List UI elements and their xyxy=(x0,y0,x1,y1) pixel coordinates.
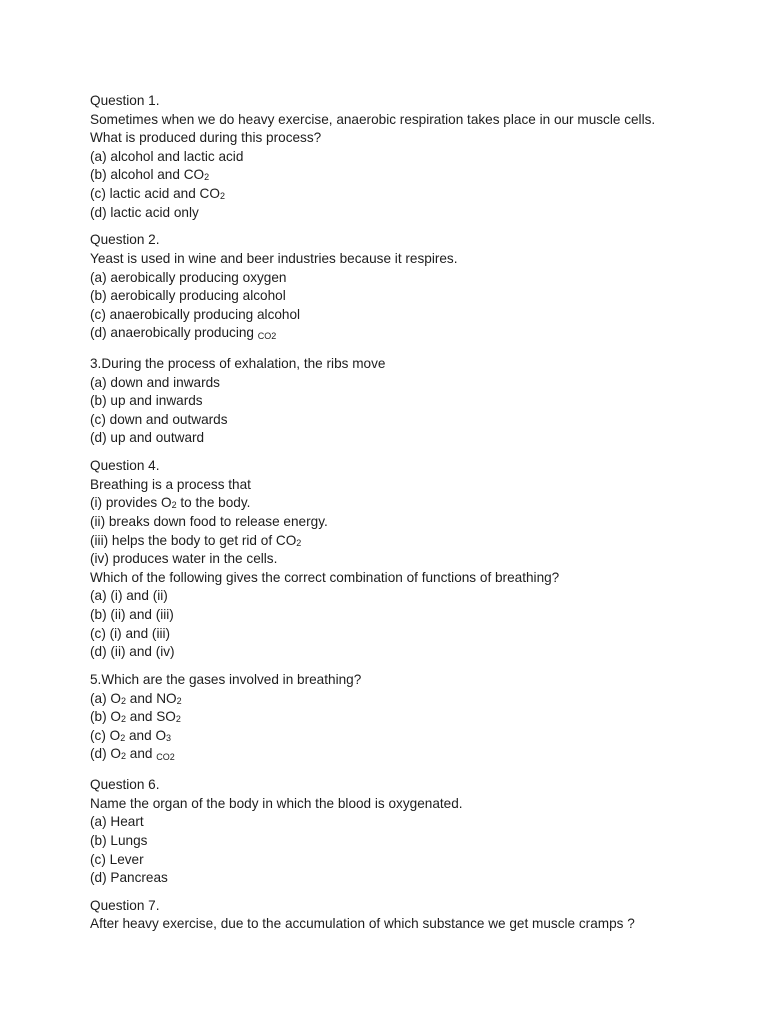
text-segment: (a) aerobically producing oxygen xyxy=(90,269,287,285)
subscript: 2 xyxy=(204,172,210,183)
text-line xyxy=(90,897,740,916)
text-segment: (d) O xyxy=(90,746,121,762)
question-block xyxy=(90,776,740,888)
text-segment: (i) provides O xyxy=(90,495,172,511)
text-line xyxy=(90,324,740,346)
subscript: 2 xyxy=(219,190,225,201)
text-line xyxy=(90,92,740,111)
text-segment: (a) O xyxy=(90,690,121,706)
text-segment: Yeast is used in wine and beer industries because it respires. xyxy=(90,250,458,266)
text-segment: (iii) helps the body to get rid of CO xyxy=(90,532,297,548)
text-line xyxy=(90,569,740,588)
text-line xyxy=(90,494,740,513)
text-segment: Question 6. xyxy=(90,777,160,793)
text-segment: and SO xyxy=(125,709,176,725)
text-line xyxy=(90,606,740,625)
text-line xyxy=(90,550,740,569)
text-line xyxy=(90,231,740,250)
subscript: 2 xyxy=(176,695,182,706)
text-line xyxy=(90,532,740,551)
text-line xyxy=(90,869,740,888)
question-block xyxy=(90,671,740,767)
subscript: 2 xyxy=(120,695,126,706)
text-segment: Name the organ of the body in which the blood is oxygenated. xyxy=(90,795,463,811)
text-line xyxy=(90,306,740,325)
small-text: CO2 xyxy=(257,331,277,342)
text-segment: and O xyxy=(125,727,167,743)
text-segment: Question 7. xyxy=(90,897,160,913)
text-segment: (c) O xyxy=(90,727,121,743)
text-line xyxy=(90,587,740,606)
subscript: 2 xyxy=(175,714,181,725)
text-segment: (d) Pancreas xyxy=(90,870,168,886)
document-page xyxy=(90,92,740,943)
text-line xyxy=(90,513,740,532)
text-segment: What is produced during this process? xyxy=(90,130,322,146)
text-line xyxy=(90,915,740,934)
text-segment: and NO xyxy=(125,690,177,706)
text-line xyxy=(90,392,740,411)
question-block xyxy=(90,457,740,662)
subscript: 2 xyxy=(171,500,177,511)
text-line xyxy=(90,411,740,430)
text-segment: (a) down and inwards xyxy=(90,374,220,390)
text-line xyxy=(90,250,740,269)
text-line xyxy=(90,111,740,130)
text-line xyxy=(90,374,740,393)
text-line xyxy=(90,671,740,690)
text-line xyxy=(90,813,740,832)
question-block xyxy=(90,355,740,448)
text-segment: After heavy exercise, due to the accumulation of which substance we get muscle cramps ? xyxy=(90,916,635,932)
text-segment: Breathing is a process that xyxy=(90,476,251,492)
text-line xyxy=(90,166,740,185)
text-segment: (b) up and inwards xyxy=(90,393,203,409)
text-line xyxy=(90,643,740,662)
text-segment: Which of the following gives the correct combination of functions of breathing? xyxy=(90,569,560,585)
text-segment: (b) aerobically producing alcohol xyxy=(90,288,286,304)
text-segment: (a) alcohol and lactic acid xyxy=(90,148,244,164)
text-segment: (b) Lungs xyxy=(90,832,148,848)
text-segment: 3.During the process of exhalation, the ribs move xyxy=(90,356,386,372)
question-block xyxy=(90,897,740,934)
subscript: 2 xyxy=(120,751,126,762)
text-line xyxy=(90,129,740,148)
text-line xyxy=(90,185,740,204)
text-segment: (c) lactic acid and CO xyxy=(90,185,220,201)
text-line xyxy=(90,355,740,374)
text-segment: (a) Heart xyxy=(90,814,144,830)
text-segment: (d) up and outward xyxy=(90,430,205,446)
text-segment: (c) Lever xyxy=(90,851,144,867)
text-segment: (a) (i) and (ii) xyxy=(90,588,168,604)
text-line xyxy=(90,429,740,448)
text-segment: Question 1. xyxy=(90,93,160,108)
question-block xyxy=(90,92,740,222)
text-segment: 5.Which are the gases involved in breathing? xyxy=(90,671,362,687)
question-block xyxy=(90,231,740,346)
text-segment: Question 2. xyxy=(90,232,160,248)
text-line xyxy=(90,708,740,727)
text-segment: Sometimes when we do heavy exercise, anaerobic respiration takes place in our muscle cells. xyxy=(90,111,656,127)
subscript: 2 xyxy=(120,714,126,725)
text-line xyxy=(90,727,740,746)
subscript: 3 xyxy=(166,732,172,743)
text-line xyxy=(90,745,740,767)
text-segment: (ii) breaks down food to release energy. xyxy=(90,514,328,530)
text-line xyxy=(90,625,740,644)
text-line xyxy=(90,287,740,306)
text-segment: (c) down and outwards xyxy=(90,411,228,427)
text-segment: (c) (i) and (iii) xyxy=(90,625,171,641)
text-segment: (d) (ii) and (iv) xyxy=(90,644,175,660)
small-text: CO2 xyxy=(156,752,175,763)
text-line xyxy=(90,204,740,223)
text-segment: (b) (ii) and (iii) xyxy=(90,607,174,622)
text-line xyxy=(90,476,740,495)
text-line xyxy=(90,269,740,288)
text-segment: (d) lactic acid only xyxy=(90,204,199,220)
text-line xyxy=(90,851,740,870)
text-segment: Question 4. xyxy=(90,458,160,474)
text-segment: to the body. xyxy=(176,495,251,511)
text-line xyxy=(90,690,740,709)
text-line xyxy=(90,776,740,795)
text-segment: (b) O xyxy=(90,709,121,725)
text-segment: (d) anaerobically producing xyxy=(90,325,258,341)
text-line xyxy=(90,832,740,851)
text-line xyxy=(90,457,740,476)
subscript: 2 xyxy=(296,537,302,548)
text-segment: (b) alcohol and CO xyxy=(90,167,205,183)
subscript: 2 xyxy=(120,732,126,743)
text-segment: and xyxy=(125,746,157,762)
text-line xyxy=(90,148,740,167)
text-segment: (c) anaerobically producing alcohol xyxy=(90,306,301,322)
text-segment: (iv) produces water in the cells. xyxy=(90,551,278,567)
text-line xyxy=(90,795,740,814)
